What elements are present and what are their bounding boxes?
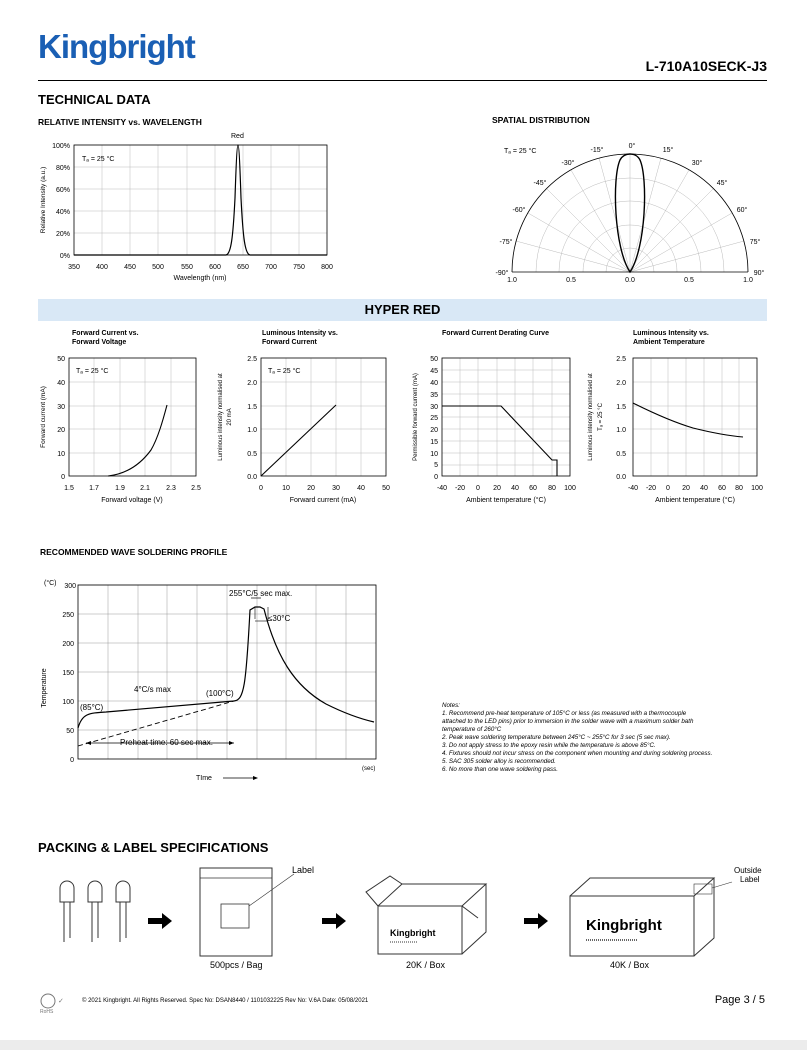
svg-text:30°: 30° bbox=[691, 160, 703, 167]
svg-text:0.5: 0.5 bbox=[684, 277, 694, 284]
svg-text:50: 50 bbox=[382, 485, 390, 492]
chart2-title: Luminous Intensity vs. Forward Current bbox=[262, 330, 338, 346]
luminous-intensity-temperature-chart bbox=[583, 350, 768, 510]
svg-text:0.5: 0.5 bbox=[247, 451, 257, 458]
svg-text:30: 30 bbox=[430, 404, 438, 411]
svg-text:25: 25 bbox=[430, 415, 438, 422]
svg-text:Kingbright: Kingbright bbox=[586, 917, 662, 934]
footer-copyright: © 2021 Kingbright. All Rights Reserved. Spec No: DSAN8440 / 1101032225 Rev No: V.6A Date: 05/08/2021 bbox=[82, 998, 369, 1004]
svg-text:2.5: 2.5 bbox=[191, 485, 201, 492]
svg-text:400: 400 bbox=[96, 264, 108, 271]
packing-illustration bbox=[38, 860, 778, 980]
svg-text:1.0: 1.0 bbox=[743, 277, 753, 284]
svg-text:-20: -20 bbox=[645, 485, 657, 492]
svg-text:20: 20 bbox=[307, 485, 315, 492]
svg-text:(100°C): (100°C) bbox=[206, 689, 234, 698]
svg-text:Forward voltage (V): Forward voltage (V) bbox=[101, 497, 163, 504]
svg-text:20: 20 bbox=[682, 485, 690, 492]
svg-text:2.5: 2.5 bbox=[247, 356, 257, 363]
svg-text:20: 20 bbox=[57, 427, 65, 434]
svg-text:0: 0 bbox=[259, 485, 263, 492]
svg-text:2.1: 2.1 bbox=[140, 485, 150, 492]
svg-text:100: 100 bbox=[62, 699, 74, 706]
svg-text:Ambient temperature (°C): Ambient temperature (°C) bbox=[655, 497, 735, 504]
svg-text:30: 30 bbox=[332, 485, 340, 492]
svg-text:300: 300 bbox=[64, 583, 76, 590]
svg-text:(sec): (sec) bbox=[362, 766, 376, 772]
svg-text:40: 40 bbox=[57, 380, 65, 387]
svg-text:-45°: -45° bbox=[533, 180, 547, 187]
svg-text:1.5: 1.5 bbox=[64, 485, 74, 492]
svg-text:-75°: -75° bbox=[499, 239, 513, 246]
bottom-bar bbox=[0, 1040, 807, 1050]
condition-label: Tₐ = 25 °C bbox=[82, 156, 115, 163]
svg-text:0.0: 0.0 bbox=[616, 474, 626, 481]
svg-text:0.5: 0.5 bbox=[566, 277, 576, 284]
luminous-intensity-current-chart bbox=[216, 350, 396, 510]
svg-text:250: 250 bbox=[62, 612, 74, 619]
svg-text:50: 50 bbox=[66, 728, 74, 735]
svg-text:50: 50 bbox=[430, 356, 438, 363]
svg-text:0: 0 bbox=[434, 474, 438, 481]
spatial-condition: Tₐ = 25 °C bbox=[504, 148, 537, 155]
svg-text:4°C/s max: 4°C/s max bbox=[134, 685, 171, 694]
packing-heading: PACKING & LABEL SPECIFICATIONS bbox=[38, 840, 269, 855]
svg-text:0%: 0% bbox=[59, 253, 70, 260]
svg-text:35: 35 bbox=[430, 392, 438, 399]
chart3-title: Forward Current Derating Curve bbox=[442, 330, 549, 337]
svg-text:100%: 100% bbox=[52, 143, 70, 150]
rohs-icon bbox=[38, 992, 74, 1014]
svg-text:0.0: 0.0 bbox=[247, 474, 257, 481]
svg-text:1.5: 1.5 bbox=[616, 404, 626, 411]
x-axis-label: Wavelength (nm) bbox=[173, 275, 227, 282]
svg-text:✓: ✓ bbox=[58, 998, 64, 1005]
svg-text:40: 40 bbox=[430, 380, 438, 387]
svg-text:15°: 15° bbox=[662, 147, 674, 154]
svg-text:0.5: 0.5 bbox=[616, 451, 626, 458]
svg-text:2.3: 2.3 bbox=[166, 485, 176, 492]
svg-text:Preheat time: 60 sec max.: Preheat time: 60 sec max. bbox=[120, 738, 213, 747]
chart1-title: Forward Current vs. Forward Voltage bbox=[72, 330, 139, 346]
svg-text:350: 350 bbox=[68, 264, 80, 271]
svg-text:2.0: 2.0 bbox=[247, 380, 257, 387]
svg-text:20K / Box: 20K / Box bbox=[406, 960, 446, 970]
svg-text:Tₐ = 25 °C: Tₐ = 25 °C bbox=[76, 368, 109, 375]
svg-text:40K / Box: 40K / Box bbox=[610, 960, 650, 970]
svg-text:20: 20 bbox=[430, 427, 438, 434]
svg-text:5: 5 bbox=[434, 462, 438, 469]
svg-text:Label: Label bbox=[740, 875, 760, 884]
svg-text:200: 200 bbox=[62, 641, 74, 648]
wavelength-chart-title: RELATIVE INTENSITY vs. WAVELENGTH bbox=[38, 117, 202, 127]
svg-text:10: 10 bbox=[282, 485, 290, 492]
svg-text:800: 800 bbox=[321, 264, 333, 271]
svg-text:(85°C): (85°C) bbox=[80, 703, 104, 712]
svg-text:Permissible forward current (m: Permissible forward current (mA) bbox=[413, 373, 419, 461]
brand-logo: Kingbright bbox=[38, 28, 195, 65]
svg-text:450: 450 bbox=[124, 264, 136, 271]
svg-text:0°: 0° bbox=[628, 143, 636, 150]
svg-text:60: 60 bbox=[718, 485, 726, 492]
svg-text:Luminous intensity normalised: Luminous intensity normalised at bbox=[588, 373, 594, 461]
svg-text:Label: Label bbox=[292, 865, 315, 875]
soldering-notes: Notes: 1. Recommend pre-heat temperature of 105°C or less (as measured with a thermocouple attached to the LED pins) prior to immersion in the solder wave with a maximum solder bath temperature of 260°C 2. Peak wave soldering temperature between 245°C ~ 255°C for 3 sec (5 sec max). 3. Do not apply stress to the epoxy resin while the temperature is above 85°C. 4. Fixtures should not incur stress on the component when mounting and during soldering process. 5. SAC 305 solder alloy is recommended. 6. No more than one wave soldering pass. bbox=[442, 702, 713, 773]
svg-text:RoHS: RoHS bbox=[40, 1009, 54, 1014]
svg-text:Forward current (mA): Forward current (mA) bbox=[40, 386, 47, 448]
svg-text:1.9: 1.9 bbox=[115, 485, 125, 492]
svg-text:-90°: -90° bbox=[495, 270, 509, 277]
svg-text:45°: 45° bbox=[716, 180, 728, 187]
svg-text:550: 550 bbox=[181, 264, 193, 271]
wavelength-chart bbox=[36, 128, 336, 288]
svg-text:Forward current (mA): Forward current (mA) bbox=[289, 497, 357, 504]
spatial-distribution-chart bbox=[488, 138, 778, 288]
svg-text:2.5: 2.5 bbox=[616, 356, 626, 363]
svg-text:40: 40 bbox=[357, 485, 365, 492]
svg-text:40: 40 bbox=[511, 485, 519, 492]
spatial-chart-title: SPATIAL DISTRIBUTION bbox=[492, 115, 590, 125]
svg-text:Luminous intensity normalised: Luminous intensity normalised at bbox=[218, 373, 224, 461]
svg-text:20 mA: 20 mA bbox=[227, 408, 233, 426]
svg-text:-40: -40 bbox=[436, 485, 448, 492]
svg-text:650: 650 bbox=[237, 264, 249, 271]
svg-text:45: 45 bbox=[430, 368, 438, 375]
svg-text:700: 700 bbox=[265, 264, 277, 271]
svg-text:0: 0 bbox=[61, 474, 65, 481]
svg-text:500pcs / Bag: 500pcs / Bag bbox=[210, 960, 263, 970]
svg-text:20: 20 bbox=[493, 485, 501, 492]
technical-data-heading: TECHNICAL DATA bbox=[38, 92, 151, 107]
soldering-profile-title: RECOMMENDED WAVE SOLDERING PROFILE bbox=[40, 547, 228, 557]
svg-text:60°: 60° bbox=[736, 207, 748, 214]
svg-text:-60°: -60° bbox=[512, 207, 526, 214]
wave-soldering-chart bbox=[36, 576, 386, 786]
svg-text:Kingbright: Kingbright bbox=[390, 928, 436, 938]
svg-text:1.5: 1.5 bbox=[247, 404, 257, 411]
svg-text:1.0: 1.0 bbox=[507, 277, 517, 284]
svg-text:75°: 75° bbox=[749, 239, 761, 246]
svg-text:Temperature: Temperature bbox=[41, 668, 48, 708]
svg-text:0: 0 bbox=[666, 485, 670, 492]
svg-text:80: 80 bbox=[735, 485, 743, 492]
peak-label: Red bbox=[231, 133, 244, 140]
svg-text:15: 15 bbox=[430, 439, 438, 446]
chart4-title: Luminous Intensity vs. Ambient Temperature bbox=[633, 330, 709, 346]
svg-text:60: 60 bbox=[529, 485, 537, 492]
svg-text:50: 50 bbox=[57, 356, 65, 363]
part-number: L-710A10SECK-J3 bbox=[645, 58, 767, 74]
svg-text:60%: 60% bbox=[55, 187, 70, 194]
svg-text:10: 10 bbox=[430, 451, 438, 458]
svg-text:255°C/5 sec max.: 255°C/5 sec max. bbox=[229, 589, 293, 598]
svg-text:(°C): (°C) bbox=[44, 580, 57, 587]
svg-text:30: 30 bbox=[57, 404, 65, 411]
page-number: Page 3 / 5 bbox=[714, 994, 765, 1006]
svg-text:0: 0 bbox=[70, 757, 74, 764]
svg-text:10: 10 bbox=[57, 451, 65, 458]
svg-text:80%: 80% bbox=[55, 165, 70, 172]
header-divider bbox=[38, 80, 767, 81]
svg-text:0: 0 bbox=[476, 485, 480, 492]
svg-text:40%: 40% bbox=[55, 209, 70, 216]
svg-text:90°: 90° bbox=[753, 270, 765, 277]
svg-text:Outside: Outside bbox=[734, 866, 762, 875]
svg-text:100: 100 bbox=[751, 485, 763, 492]
forward-current-derating-chart bbox=[408, 350, 583, 510]
forward-current-voltage-chart bbox=[36, 350, 206, 510]
svg-text:1.0: 1.0 bbox=[616, 427, 626, 434]
svg-text:Tₐ = 25 °C: Tₐ = 25 °C bbox=[598, 403, 604, 431]
svg-text:-15°: -15° bbox=[590, 147, 604, 154]
svg-text:0.0: 0.0 bbox=[625, 277, 635, 284]
svg-text:750: 750 bbox=[293, 264, 305, 271]
svg-text:Ambient temperature (°C): Ambient temperature (°C) bbox=[466, 497, 546, 504]
svg-text:20%: 20% bbox=[55, 231, 70, 238]
svg-text:-40: -40 bbox=[627, 485, 639, 492]
svg-text:600: 600 bbox=[209, 264, 221, 271]
hyper-red-banner: HYPER RED bbox=[38, 299, 767, 321]
svg-text:80: 80 bbox=[548, 485, 556, 492]
svg-text:500: 500 bbox=[152, 264, 164, 271]
svg-text:150: 150 bbox=[62, 670, 74, 677]
svg-text:-30°: -30° bbox=[561, 160, 575, 167]
svg-text:-20: -20 bbox=[454, 485, 466, 492]
svg-text:100: 100 bbox=[564, 485, 576, 492]
y-axis-label: Relative Intensity (a.u.) bbox=[40, 166, 47, 234]
svg-text:≤30°C: ≤30°C bbox=[268, 614, 291, 623]
svg-text:1.0: 1.0 bbox=[247, 427, 257, 434]
svg-text:Tₐ = 25 °C: Tₐ = 25 °C bbox=[268, 368, 301, 375]
svg-text:TIme: TIme bbox=[196, 775, 212, 782]
svg-text:40: 40 bbox=[700, 485, 708, 492]
svg-text:1.7: 1.7 bbox=[89, 485, 99, 492]
svg-text:2.0: 2.0 bbox=[616, 380, 626, 387]
